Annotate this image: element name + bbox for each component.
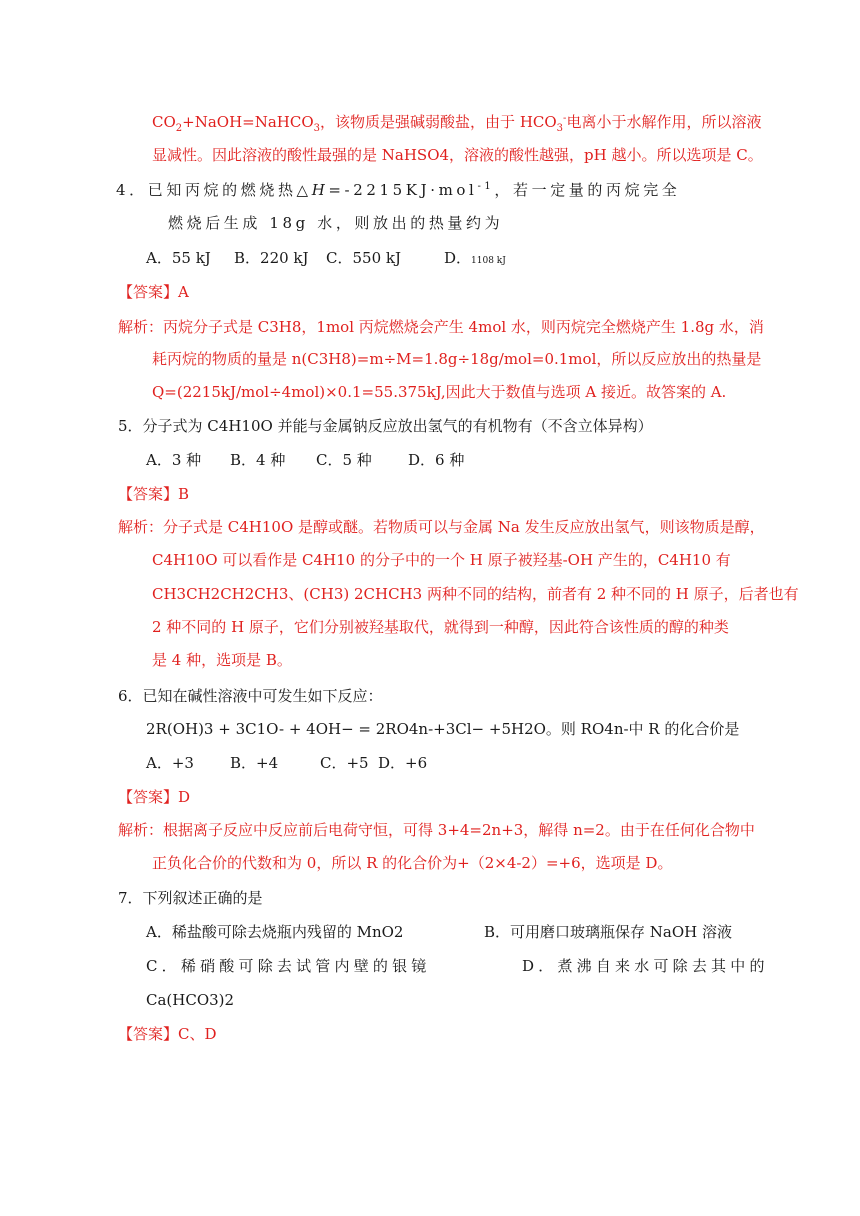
q4-stem-line-1: 4．已知丙烷的燃烧热△H=-2215KJ·mol$^{-1}$，若一定量的丙烷完全: [116, 181, 681, 199]
q3-analysis-line-2: 显减性。因此溶液的酸性最强的是 NaHSO4，溶液的酸性越强，pH 越小。所以选项是 C。: [152, 146, 763, 164]
q4-option-a: A．55 kJ: [146, 249, 211, 267]
q5-option-d: D．6 种: [408, 451, 465, 469]
q5-option-b: B．4 种: [230, 451, 286, 469]
q5-stem: 5．分子式为 C4H10O 并能与金属钠反应放出氢气的有机物有（不含立体异构）: [118, 417, 653, 435]
q5-analysis-line-1: 解析：分子式是 C4H10O 是醇或醚。若物质可以与金属 Na 发生反应放出氢气，则该物质是醇，: [118, 518, 765, 536]
q7-option-b: B．可用磨口玻璃瓶保存 NaOH 溶液: [484, 923, 733, 941]
q4-stem-line-2: 燃烧后生成 18g 水，则放出的热量约为: [168, 214, 504, 232]
q5-option-a: A．3 种: [146, 451, 202, 469]
q5-options: [146, 450, 464, 470]
q6-equation: 2R(OH)3 + 3C1O- + 4OH− = 2RO4n-+3Cl− +5H2O。则 RO4n-中 R 的化合价是: [146, 720, 740, 738]
q7-stem: 7．下列叙述正确的是: [118, 889, 263, 907]
q6-analysis-line-2: 正负化合价的代数和为 0，所以 R 的化合价为+（2×4-2）=+6，选项是 D。: [152, 854, 673, 872]
q5-analysis-line-5: 是 4 种，选项是 B。: [152, 651, 292, 669]
q6-option-a: A．+3: [146, 754, 194, 772]
q4-options: [146, 248, 506, 271]
q5-option-c: C．5 种: [316, 451, 372, 469]
q6-stem: 6．已知在碱性溶液中可发生如下反应：: [118, 687, 383, 705]
q7-option-a: A．稀盐酸可除去烧瓶内残留的 MnO2: [146, 923, 404, 941]
q4-option-b: B．220 kJ: [234, 249, 309, 267]
q5-analysis-line-4: 2 种不同的 H 原子，它们分别被羟基取代，就得到一种醇，因此符合该性质的醇的种类: [152, 618, 729, 636]
q4-option-d: D．1108 kJ: [444, 249, 506, 267]
q5-analysis-line-2: C4H10O 可以看作是 C4H10 的分子中的一个 H 原子被羟基-OH 产生的，C4H10 有: [152, 551, 731, 569]
q5-answer: 【答案】B: [118, 485, 190, 503]
q4-analysis-line-1: 解析：丙烷分子式是 C3H8，1mol 丙烷燃烧会产生 4mol 水，则丙烷完全燃烧产生 1.8g 水，消: [118, 318, 764, 336]
q7-option-c: C．稀硝酸可除去试管内壁的银镜: [146, 957, 431, 975]
q6-answer: 【答案】D: [118, 788, 191, 806]
q4-analysis-line-2: 耗丙烷的物质的量是 n(C3H8)=m÷M=1.8g÷18g/mol=0.1mol，所以反应放出的热量是: [152, 350, 762, 368]
q7-answer: 【答案】C、D: [118, 1025, 217, 1043]
q3-analysis-line-1: $CO_2+NaOH=NaHCO_3$，该物质是强碱弱酸盐，由于 $HCO_3^-$电离小于水解作用，所以溶液: [152, 113, 762, 134]
q7-option-d-continuation: Ca(HCO3)2: [146, 991, 235, 1009]
q6-option-c: C．+5: [320, 754, 369, 772]
q6-option-b: B．+4: [230, 754, 279, 772]
q5-analysis-line-3: CH3CH2CH2CH3、(CH3) 2CHCH3 两种不同的结构，前者有 2 种不同的 H 原子，后者也有: [152, 585, 799, 603]
q6-analysis-line-1: 解析：根据离子反应中反应前后电荷守恒，可得 3+4=2n+3，解得 n=2。由于在任何化合物中: [118, 821, 755, 839]
q4-analysis-line-3: Q=(2215kJ/mol÷4mol)×0.1=55.375kJ,因此大于数值与选项 A 接近。故答案的 A.: [152, 383, 727, 401]
q4-answer: 【答案】A: [118, 283, 189, 301]
q4-option-c: C．550 kJ: [326, 249, 401, 267]
q6-options: [146, 753, 427, 773]
q6-option-d: D．+6: [378, 754, 428, 772]
q7-option-d: D．煮沸自来水可除去其中的: [522, 957, 769, 975]
